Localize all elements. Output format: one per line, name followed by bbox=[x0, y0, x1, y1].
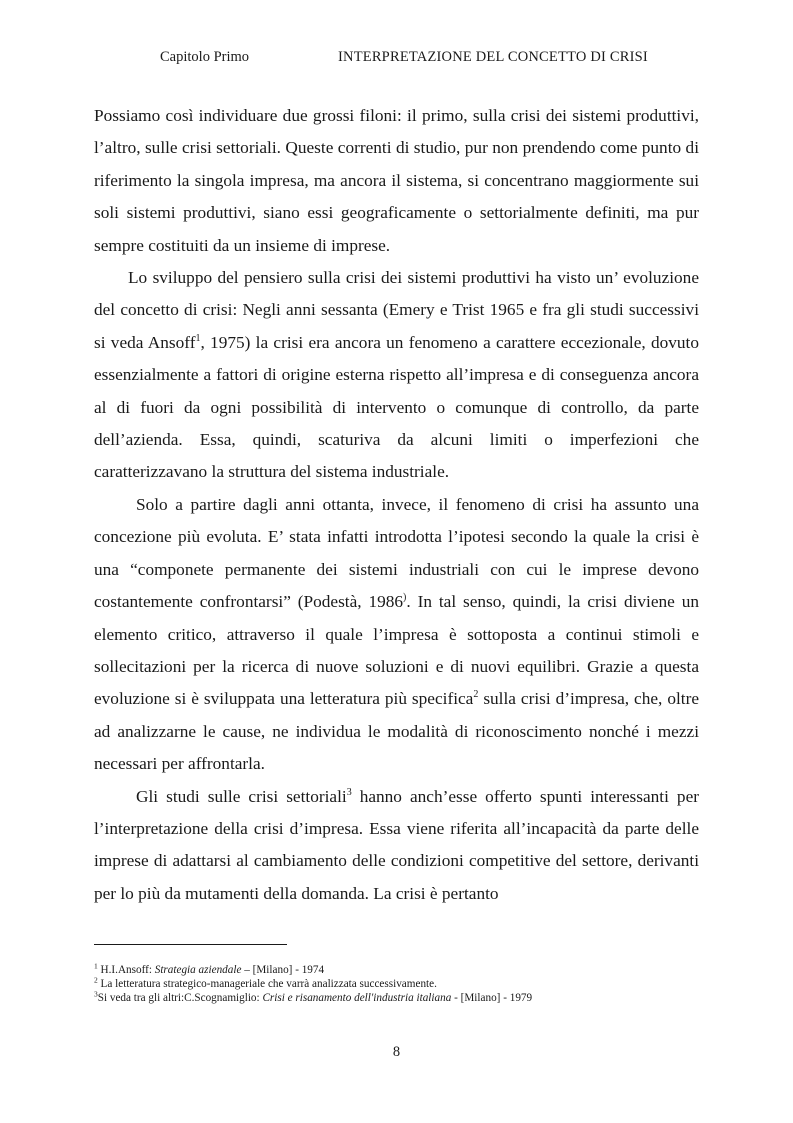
paragraph-2-text-a: Lo sviluppo del pensiero sulla crisi dei sistemi produttivi ha visto un’ evoluzione del concetto di crisi: Negli anni sessanta (Emery e Trist 1965 e fra gli studi successivi si veda Ansoff bbox=[94, 268, 699, 352]
footnotes bbox=[94, 963, 699, 1005]
main-text bbox=[94, 100, 699, 910]
paragraph-1 bbox=[94, 100, 699, 262]
footnote-2-text: La letteratura strategico-manageriale che varrà analizzata successivamente. bbox=[97, 978, 437, 990]
footnote-2-number: 2 bbox=[94, 975, 98, 985]
footnote-3-number: 3 bbox=[94, 989, 98, 999]
page-number: 8 bbox=[392, 1044, 401, 1060]
footnote-3-text: Si veda tra gli altri:C.Scognamiglio: bbox=[97, 992, 263, 1004]
footnote-3-source: - [Milano] - 1979 bbox=[451, 992, 533, 1004]
paragraph-3-text-a: Solo a partire dagli anni ottanta, invece, il fenomeno di crisi ha assunto una concezione più evoluta. E’ stata infatti introdotta l’ipotesi secondo la quale la crisi è una “componete permanente dei sistemi industriali con cui le imprese devono costantemente confrontarsi” (Podestà, 1986 bbox=[94, 494, 699, 612]
footnote-3-title: Crisi e risanamento dell'industria italiana bbox=[262, 992, 452, 1004]
paragraph-3 bbox=[94, 489, 699, 781]
paragraph-3-text-c: sulla crisi d’impresa, che, oltre ad analizzarne le cause, ne individua le modalità di riconoscimento nonché i mezzi necessari per affrontarla. bbox=[94, 689, 699, 774]
footnote-3 bbox=[94, 991, 699, 1005]
header-title: INTERPRETAZIONE DEL CONCETTO DI CRISI bbox=[338, 49, 648, 65]
paragraph-2 bbox=[94, 262, 699, 489]
footnote-ref-2: 2 bbox=[473, 689, 479, 701]
footnote-1-number: 1 bbox=[94, 961, 98, 971]
running-header bbox=[160, 49, 680, 69]
paragraph-1-text: Possiamo così individuare due grossi filoni: il primo, sulla crisi dei sistemi produttivi, l’altro, sulle crisi settoriali. Queste correnti di studio, pur non prendendo come punto di riferimento la singola impresa, ma ancora il sistema, si concentrano maggiormente sui soli sistemi produttivi, siano essi geograficamente o settorialmente definiti, ma pur sempre costituiti da un insieme di imprese. bbox=[94, 106, 699, 255]
footnote-1 bbox=[94, 963, 699, 977]
footnote-ref-paren: ) bbox=[403, 592, 407, 604]
paragraph-4-text-b: hanno anch’esse offerto spunti interessanti per l’interpretazione della crisi d’impresa. Essa viene riferita all’incapacità da parte delle imprese di adattarsi al cambiamento delle condizioni competitive del settore, derivanti per lo più da mutamenti della domanda. La crisi è pertanto bbox=[94, 786, 699, 903]
paragraph-4-text-a: Gli studi sulle crisi settoriali bbox=[136, 786, 347, 806]
paragraph-4 bbox=[94, 781, 699, 911]
footnote-1-title: Strategia aziendale bbox=[154, 964, 242, 976]
footnote-ref-3: 3 bbox=[346, 786, 352, 798]
paragraph-3-text-b: . In tal senso, quindi, la crisi diviene un elemento critico, attraverso il quale l’impresa è sottoposta a continui stimoli e sollecitazioni per la ricerca di nuove soluzioni e di nuovi equilibri. Grazie a questa evoluzione si è sviluppata una letteratura più specifica bbox=[94, 592, 699, 709]
header-chapter: Capitolo Primo bbox=[160, 49, 250, 65]
footnote-1-source: – [Milano] - 1974 bbox=[241, 964, 325, 976]
footnote-1-text: H.I.Ansoff: bbox=[97, 964, 155, 976]
paragraph-2-text-b: , 1975) la crisi era ancora un fenomeno a carattere eccezionale, dovuto essenzialmente a fattori di origine esterna rispetto all’impresa e di conseguenza ancora al di fuori da ogni possibilità di intervento o comunque di controllo, da parte dell’azienda. Essa, quindi, scaturiva da alcuni limiti o imperfezioni che caratterizzavano la struttura del sistema industriale. bbox=[94, 332, 699, 482]
footnote-separator bbox=[94, 944, 287, 945]
footnote-ref-1: 1 bbox=[195, 333, 201, 345]
footnote-2 bbox=[94, 977, 699, 991]
